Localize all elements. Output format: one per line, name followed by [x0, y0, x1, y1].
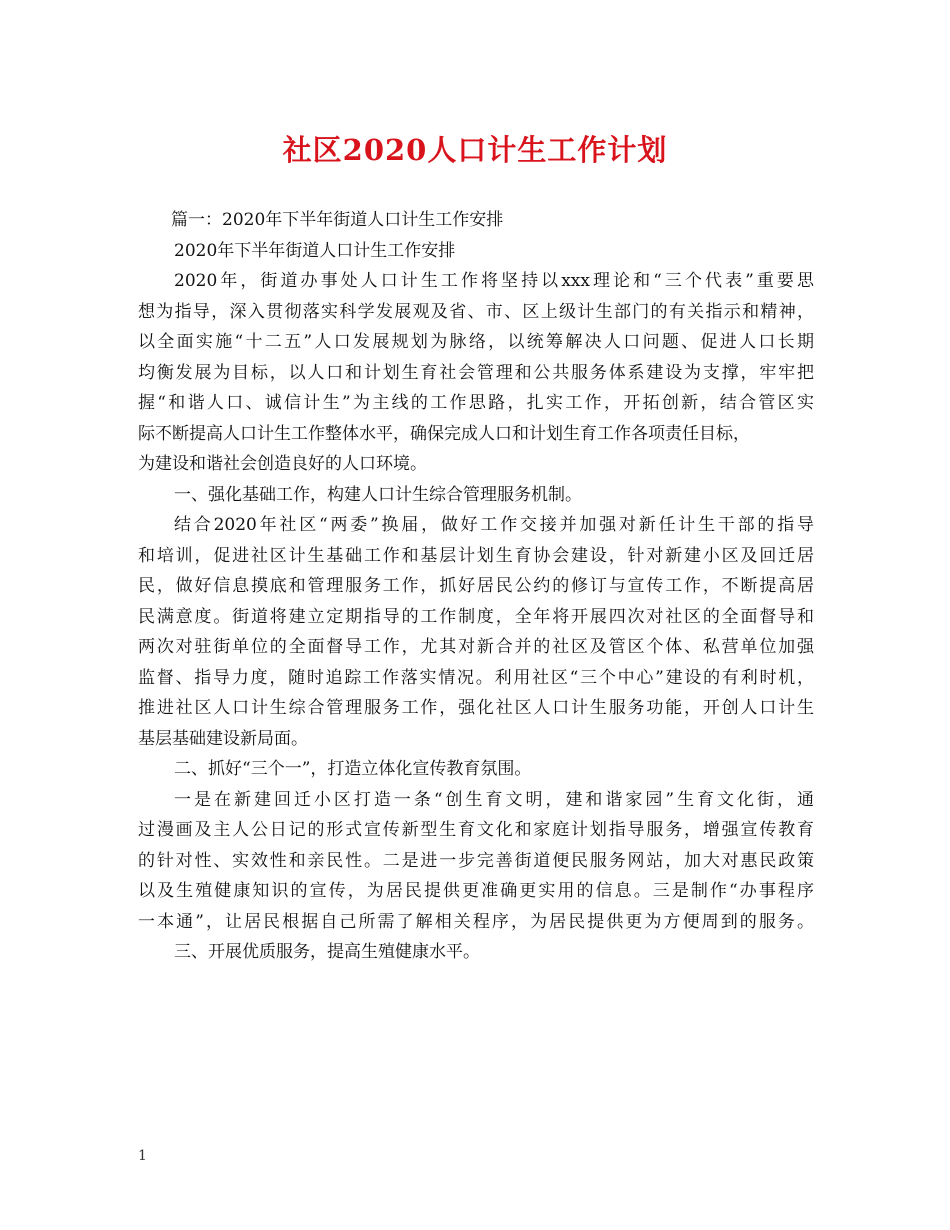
body-line: 一、强化基础工作，构建人口计生综合管理服务机制。	[174, 484, 582, 505]
body-line: 均衡发展为目标，以人口和计划生育社会管理和公共服务体系建设为支撑，牢牢把	[138, 362, 814, 383]
body-line: 以全面实施“十二五”人口发展规划为脉络，以统筹解决人口问题、促进人口长期	[138, 332, 814, 352]
body-line: 民满意度。街道将建立定期指导的工作制度，全年将开展四次对社区的全面督导和	[138, 606, 814, 627]
body-line: 为建设和谐社会创造良好的人口环境。	[138, 454, 427, 474]
document-body	[138, 205, 814, 968]
body-line: 想为指导，深入贯彻落实科学发展观及省、市、区上级计生部门的有关指示和精神，	[138, 301, 814, 322]
body-line: 以及生殖健康知识的宣传，为居民提供更准确更实用的信息。三是制作“办事程序	[138, 881, 814, 901]
body-line: 监督、指导力度，随时追踪工作落实情况。利用社区“三个中心”建设的有利时机，	[138, 667, 814, 688]
body-line: 握“和谐人口、诚信计生”为主线的工作思路，扎实工作，开拓创新，结合管区实	[138, 393, 814, 413]
body-line: 两次对驻街单位的全面督导工作，尤其对新合并的社区及管区个体、私营单位加强	[138, 637, 814, 657]
body-line: 推进社区人口计生综合管理服务工作，强化社区人口计生服务功能，开创人口计生	[138, 698, 814, 718]
body-line: 一本通”，让居民根据自己所需了解相关程序，为居民提供更为方便周到的服务。	[138, 911, 814, 932]
body-line: 基层基础建设新局面。	[138, 728, 308, 749]
body-line: 民，做好信息摸底和管理服务工作，抓好居民公约的修订与宣传工作，不断提高居	[138, 576, 814, 596]
body-line: 2020年下半年街道人口计生工作安排	[174, 240, 456, 261]
document-title: 社区2020人口计生工作计划	[282, 133, 668, 167]
body-line: 的针对性、实效性和亲民性。二是进一步完善街道便民服务网站，加大对惠民政策	[138, 850, 814, 871]
page-number: 1	[138, 1148, 147, 1164]
body-line: 篇一：2020年下半年街道人口计生工作安排	[171, 210, 504, 230]
body-line: 和培训，促进社区计生基础工作和基层计划生育协会建设，针对新建小区及回迁居	[138, 545, 814, 566]
body-line: 过漫画及主人公日记的形式宣传新型生育文化和家庭计划指导服务，增强宣传教育	[138, 820, 814, 840]
body-line: 一是在新建回迁小区打造一条“创生育文明，建和谐家园”生育文化街，通	[174, 789, 814, 810]
body-line: 2020年，街道办事处人口计生工作将坚持以xxx理论和“三个代表”重要思	[174, 271, 814, 291]
body-line: 二、抓好“三个一”，打造立体化宣传教育氛围。	[174, 759, 532, 779]
body-line: 结合2020年社区“两委”换届，做好工作交接并加强对新任计生干部的指导	[174, 515, 814, 535]
body-line: 三、开展优质服务，提高生殖健康水平。	[174, 942, 480, 962]
body-line: 际不断提高人口计生工作整体水平，确保完成人口和计划生育工作各项责任目标，	[138, 423, 750, 444]
